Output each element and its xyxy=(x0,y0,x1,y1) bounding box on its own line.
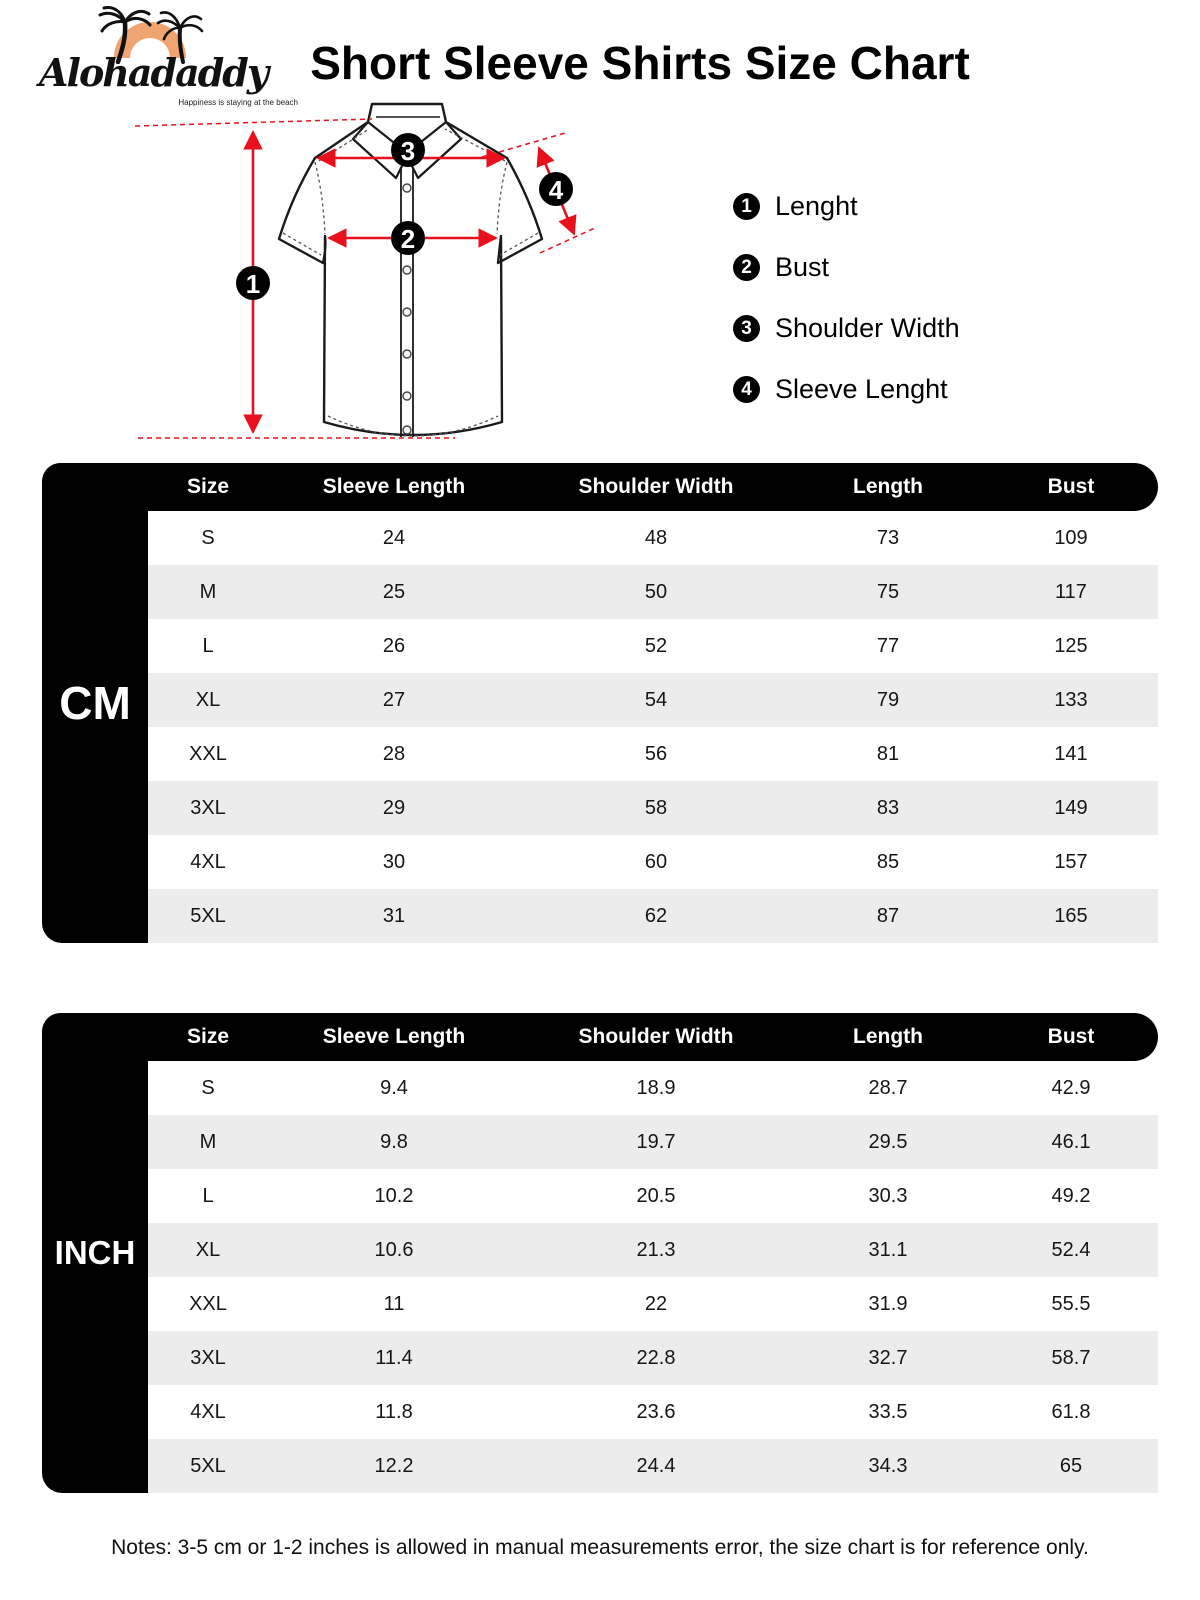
table-body xyxy=(148,1061,1158,1493)
legend-item-length xyxy=(733,193,960,220)
table-cell: 85 xyxy=(876,850,900,873)
table-cell: 56 xyxy=(644,742,668,765)
table-cell: 117 xyxy=(1055,580,1087,603)
table-cell: 12.2 xyxy=(374,1454,414,1477)
legend-number-badge: 3 xyxy=(733,315,760,342)
table-cell: 77 xyxy=(876,634,900,657)
table-cell: 33.5 xyxy=(868,1400,908,1423)
table-cell: 60 xyxy=(644,850,668,873)
column-header: Size xyxy=(186,475,230,498)
table-cell: 55.5 xyxy=(1051,1292,1091,1315)
table-row xyxy=(148,889,1158,943)
svg-text:2: 2 xyxy=(400,224,416,254)
table-row xyxy=(148,1223,1158,1277)
table-cell: 22 xyxy=(644,1292,668,1315)
legend-number-badge: 2 xyxy=(733,254,760,281)
table-row xyxy=(148,1061,1158,1115)
table-cell: XXL xyxy=(189,1292,227,1315)
table-cell: 141 xyxy=(1054,742,1088,765)
table-cell: 4XL xyxy=(190,1400,226,1423)
column-header: Sleeve Length xyxy=(322,475,466,498)
table-cell: 29.5 xyxy=(868,1130,908,1153)
column-header: Bust xyxy=(1047,475,1095,498)
table-cell: 31.1 xyxy=(868,1238,908,1261)
table-cell: 125 xyxy=(1054,634,1088,657)
table-cell: 26 xyxy=(382,634,406,657)
table-cell: 24.4 xyxy=(636,1454,676,1477)
column-header: Length xyxy=(853,475,923,498)
table-cell: 157 xyxy=(1054,850,1088,873)
table-row xyxy=(148,1331,1158,1385)
table-cell: 24 xyxy=(382,526,406,549)
unit-label: CM xyxy=(42,463,148,943)
table-cell: 25 xyxy=(382,580,406,603)
table-cell: XL xyxy=(195,1238,221,1261)
column-header: Size xyxy=(186,1025,230,1048)
table-row xyxy=(148,781,1158,835)
table-cell: 9.8 xyxy=(380,1130,408,1153)
legend-number-badge: 4 xyxy=(733,376,760,403)
brand-name: Alohadaddy xyxy=(39,50,267,95)
table-cell: 30.3 xyxy=(868,1184,908,1207)
size-table-cm xyxy=(42,463,1158,943)
table-cell: 10.2 xyxy=(374,1184,414,1207)
table-cell: 58.7 xyxy=(1051,1346,1091,1369)
table-cell: XXL xyxy=(189,742,227,765)
table-cell: 29 xyxy=(382,796,406,819)
table-cell: 52.4 xyxy=(1051,1238,1091,1261)
column-header: Sleeve Length xyxy=(322,1025,466,1048)
table-header-row xyxy=(42,463,1158,511)
table-cell: M xyxy=(199,1130,217,1153)
table-cell: 58 xyxy=(644,796,668,819)
table-cell: 5XL xyxy=(190,1454,226,1477)
table-cell: 10.6 xyxy=(374,1238,414,1261)
legend-item-shoulder-width xyxy=(733,315,960,342)
table-cell: 65 xyxy=(1059,1454,1083,1477)
table-cell: 31 xyxy=(382,904,406,927)
legend-item-sleeve-length xyxy=(733,376,960,403)
svg-text:1: 1 xyxy=(245,269,261,299)
table-cell: 28.7 xyxy=(868,1076,908,1099)
table-cell: 11.4 xyxy=(375,1346,413,1369)
table-cell: 79 xyxy=(876,688,900,711)
table-cell: 87 xyxy=(876,904,900,927)
table-cell: 19.7 xyxy=(636,1130,676,1153)
table-row xyxy=(148,727,1158,781)
table-row xyxy=(148,835,1158,889)
legend-item-bust xyxy=(733,254,960,281)
table-cell: 23.6 xyxy=(636,1400,676,1423)
table-cell: 165 xyxy=(1054,904,1088,927)
column-header: Shoulder Width xyxy=(578,475,734,498)
column-header: Bust xyxy=(1047,1025,1095,1048)
table-row xyxy=(148,619,1158,673)
table-cell: 31.9 xyxy=(868,1292,908,1315)
svg-text:3: 3 xyxy=(400,136,416,166)
table-row xyxy=(148,511,1158,565)
table-cell: 73 xyxy=(876,526,900,549)
table-cell: 83 xyxy=(876,796,900,819)
table-cell: 22.8 xyxy=(636,1346,676,1369)
table-cell: 62 xyxy=(644,904,668,927)
notes-text: Notes: 3-5 cm or 1-2 inches is allowed in manual measurements error, the size chart is for reference only. xyxy=(111,1536,1089,1559)
table-cell: 18.9 xyxy=(636,1076,676,1099)
table-cell: XL xyxy=(195,688,221,711)
svg-text:4: 4 xyxy=(548,175,564,205)
column-header: Shoulder Width xyxy=(578,1025,734,1048)
table-cell: L xyxy=(202,1184,214,1207)
table-cell: 30 xyxy=(382,850,406,873)
table-cell: 32.7 xyxy=(868,1346,908,1369)
table-cell: 4XL xyxy=(190,850,226,873)
shirt-measurement-diagram xyxy=(110,88,610,460)
table-cell: 149 xyxy=(1054,796,1088,819)
table-cell: 3XL xyxy=(190,1346,226,1369)
table-cell: 54 xyxy=(644,688,668,711)
table-row xyxy=(148,565,1158,619)
table-row xyxy=(148,673,1158,727)
size-table-inch xyxy=(42,1013,1158,1493)
page-title: Short Sleeve Shirts Size Chart xyxy=(310,37,970,89)
unit-label: INCH xyxy=(42,1013,148,1493)
table-cell: 28 xyxy=(382,742,406,765)
table-row xyxy=(148,1169,1158,1223)
table-row xyxy=(148,1277,1158,1331)
table-cell: 133 xyxy=(1054,688,1088,711)
table-cell: 27 xyxy=(382,688,406,711)
table-cell: 20.5 xyxy=(636,1184,676,1207)
column-header: Length xyxy=(853,1025,923,1048)
table-cell: 52 xyxy=(644,634,668,657)
table-cell: 109 xyxy=(1054,526,1088,549)
table-row xyxy=(148,1385,1158,1439)
table-cell: 11 xyxy=(383,1292,405,1315)
table-body xyxy=(148,511,1158,943)
table-cell: 46.1 xyxy=(1051,1130,1091,1153)
legend-number-badge: 1 xyxy=(733,193,760,220)
table-cell: 5XL xyxy=(190,904,226,927)
table-cell: 21.3 xyxy=(636,1238,676,1261)
table-cell: 42.9 xyxy=(1051,1076,1091,1099)
table-cell: 3XL xyxy=(190,796,226,819)
measurement-legend xyxy=(733,193,960,437)
legend-label: Bust xyxy=(775,252,830,282)
table-cell: 9.4 xyxy=(380,1076,408,1099)
table-cell: M xyxy=(199,580,217,603)
legend-label: Sleeve Lenght xyxy=(775,374,948,404)
table-cell: 48 xyxy=(644,526,668,549)
table-cell: 81 xyxy=(876,742,900,765)
table-cell: 75 xyxy=(876,580,900,603)
table-cell: 61.8 xyxy=(1051,1400,1091,1423)
table-cell: 49.2 xyxy=(1051,1184,1091,1207)
table-cell: L xyxy=(202,634,214,657)
table-row xyxy=(148,1439,1158,1493)
table-header-row xyxy=(42,1013,1158,1061)
table-cell: 50 xyxy=(644,580,668,603)
table-cell: S xyxy=(201,1076,215,1099)
legend-label: Shoulder Width xyxy=(775,313,960,343)
table-cell: S xyxy=(201,526,215,549)
legend-label: Lenght xyxy=(775,191,858,221)
table-cell: 34.3 xyxy=(868,1454,908,1477)
brand-tagline: Happiness is staying at the beach xyxy=(178,98,298,107)
table-cell: 11.8 xyxy=(375,1400,413,1423)
table-row xyxy=(148,1115,1158,1169)
